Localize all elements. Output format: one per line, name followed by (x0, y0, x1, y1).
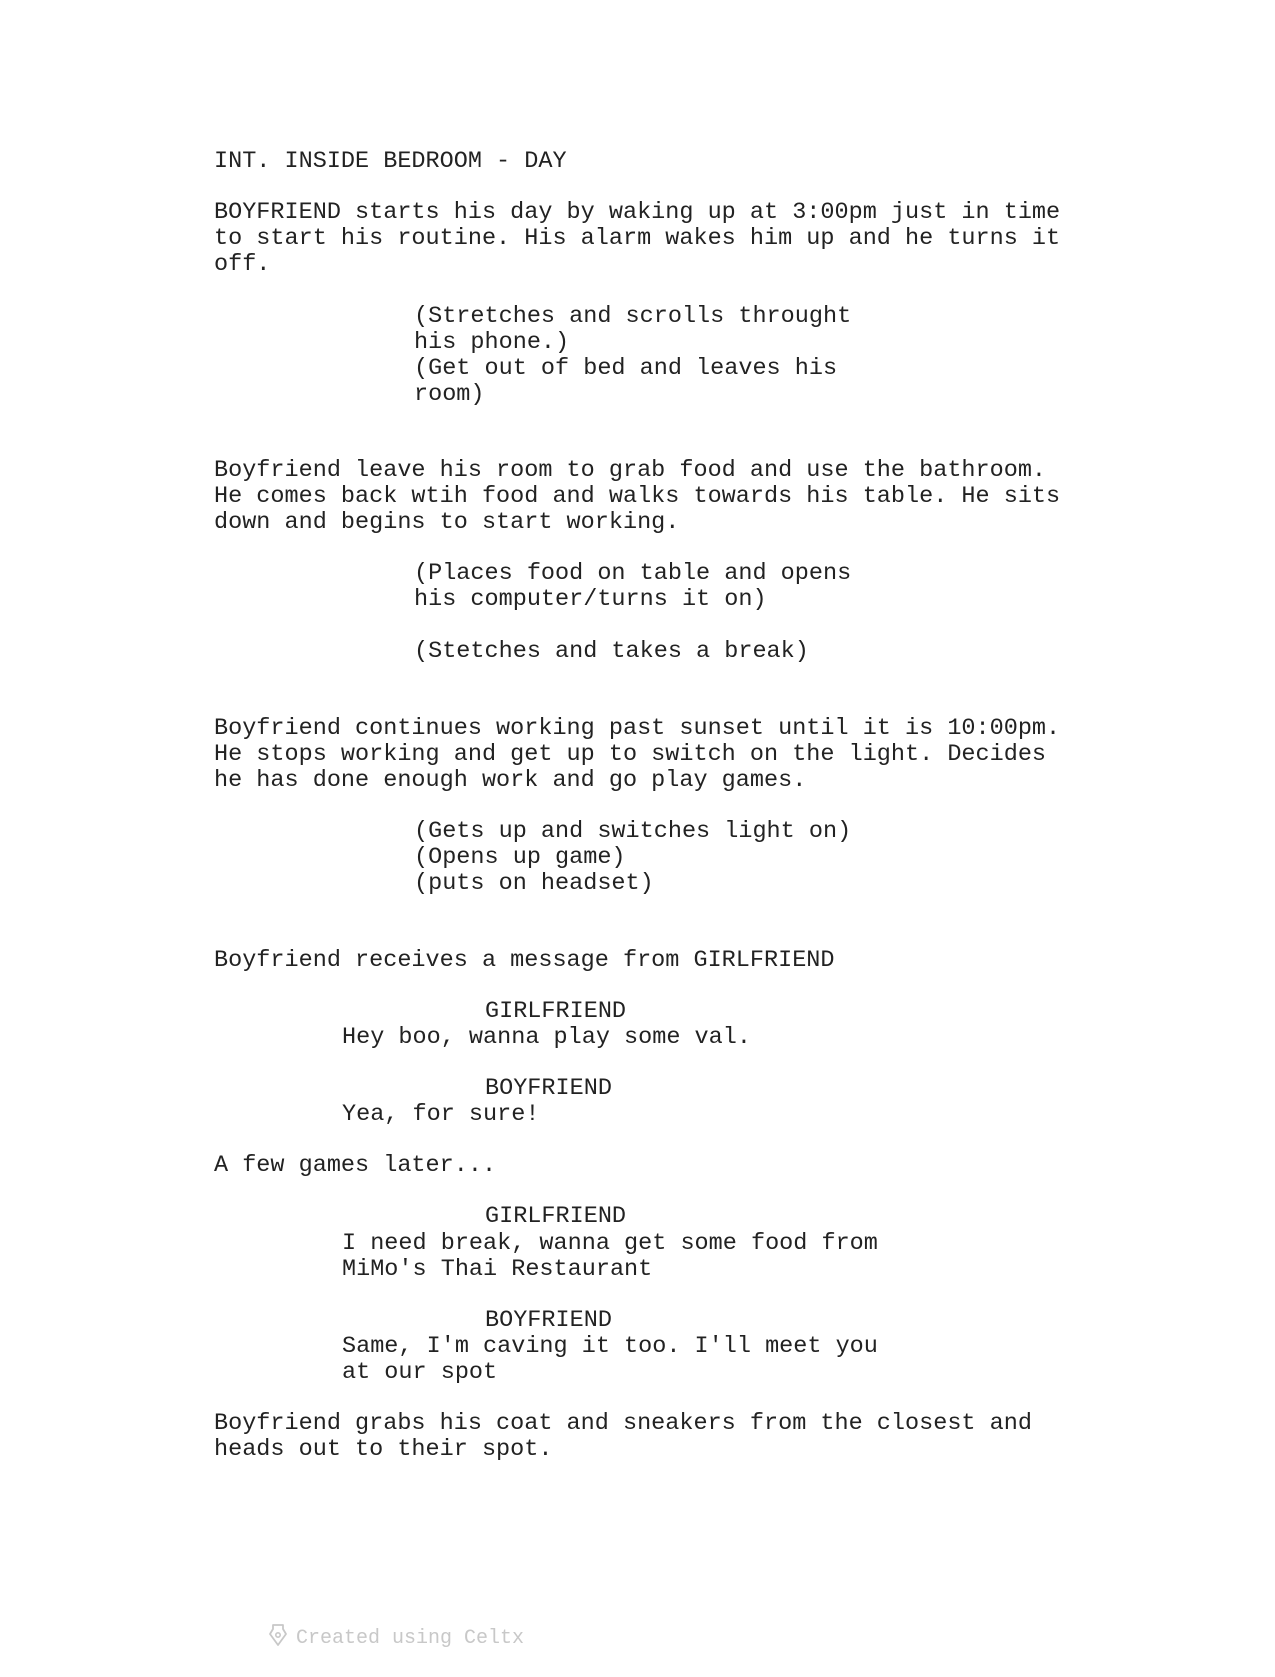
character-name: GIRLFRIEND (485, 998, 627, 1025)
dialogue-line: Same, I'm caving it too. I'll meet you (342, 1333, 878, 1360)
action-line: heads out to their spot. (214, 1436, 553, 1463)
parenthetical-line: (Stetches and takes a break) (414, 638, 809, 665)
footer-text: Created using Celtx (296, 1627, 525, 1650)
parenthetical-line: (Gets up and switches light on) (414, 818, 852, 845)
action-line: he has done enough work and go play games. (214, 767, 807, 794)
action-line: off. (214, 251, 271, 278)
parenthetical-line: (Get out of bed and leaves his (414, 355, 838, 382)
action-line: to start his routine. His alarm wakes him up and he turns it (214, 225, 1061, 252)
dialogue-line: MiMo's Thai Restaurant (342, 1256, 653, 1283)
action-line: Boyfriend continues working past sunset until it is 10:00pm. (214, 715, 1061, 742)
dialogue-line: I need break, wanna get some food from (342, 1230, 878, 1257)
parenthetical-line: (Opens up game) (414, 844, 626, 871)
parenthetical-line: (Places food on table and opens (414, 560, 852, 587)
celtx-footer (196, 1600, 524, 1677)
parenthetical-line: his phone.) (414, 329, 570, 356)
action-line: Boyfriend grabs his coat and sneakers from the closest and (214, 1410, 1032, 1437)
dialogue-line: at our spot (342, 1359, 498, 1386)
character-name: BOYFRIEND (485, 1075, 612, 1102)
character-name: GIRLFRIEND (485, 1203, 627, 1230)
action-line: A few games later... (214, 1152, 497, 1179)
parenthetical-line: his computer/turns it on) (414, 586, 767, 613)
dialogue-line: Hey boo, wanna play some val. (342, 1024, 751, 1051)
action-line: He stops working and get up to switch on the light. Decides (214, 741, 1047, 768)
action-line: down and begins to start working. (214, 509, 680, 536)
scene-heading: INT. INSIDE BEDROOM - DAY (214, 148, 567, 175)
action-line: He comes back wtih food and walks towards his table. He sits (214, 483, 1061, 510)
parenthetical-line: (Stretches and scrolls throught (414, 303, 852, 330)
action-line: Boyfriend receives a message from GIRLFRIEND (214, 947, 835, 974)
action-line: Boyfriend leave his room to grab food and use the bathroom. (214, 457, 1047, 484)
parenthetical-line: (puts on headset) (414, 870, 654, 897)
parenthetical-line: room) (414, 381, 485, 408)
pen-nib-icon (196, 1600, 288, 1677)
character-name: BOYFRIEND (485, 1307, 612, 1334)
action-line: BOYFRIEND starts his day by waking up at 3:00pm just in time (214, 199, 1061, 226)
dialogue-line: Yea, for sure! (342, 1101, 540, 1128)
